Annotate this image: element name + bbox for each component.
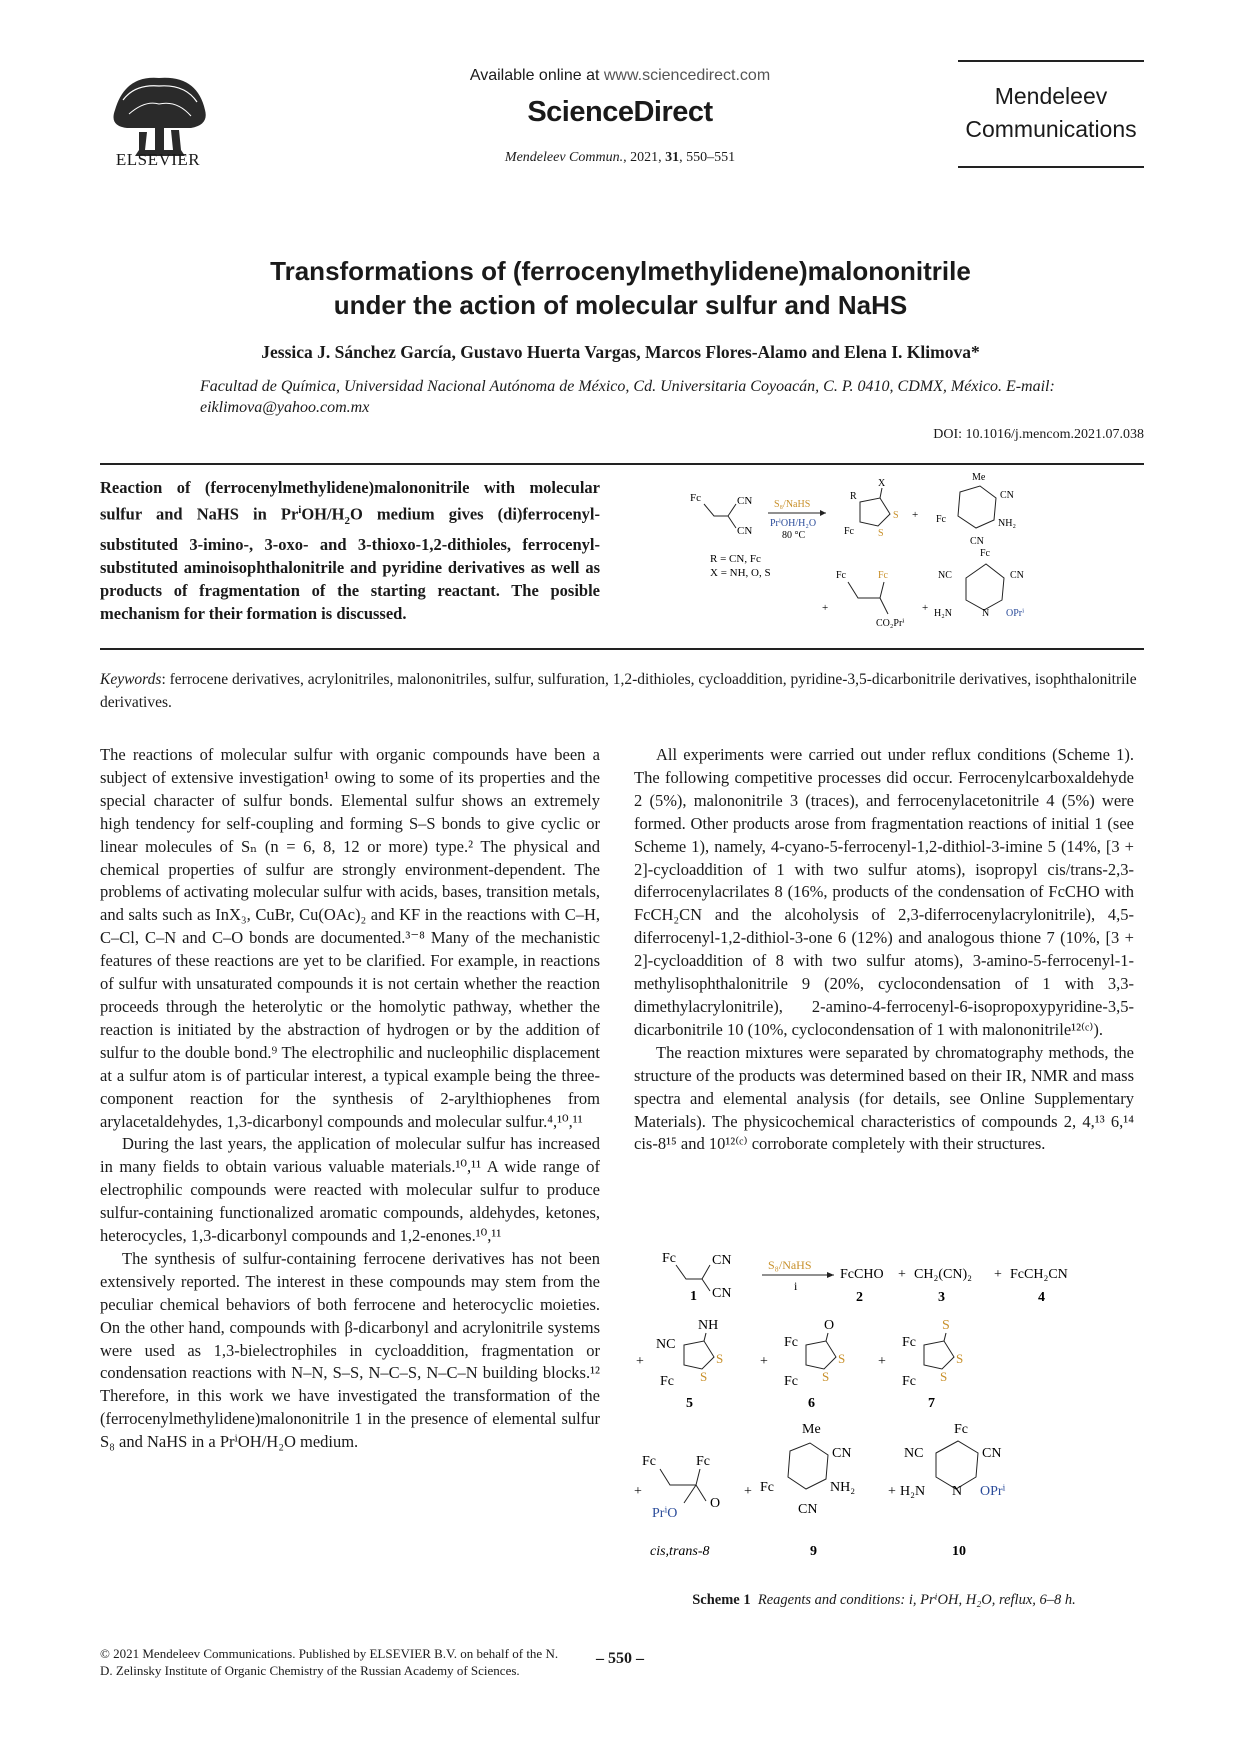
ga-cn-bottom: CN — [737, 525, 753, 537]
citation-year: , 2021, — [623, 150, 666, 165]
ga-legend1: R = CN, Fc — [710, 553, 761, 565]
journal-name — [958, 80, 1144, 146]
ga-cn-iso2: CN — [970, 536, 984, 547]
citation-line — [420, 150, 820, 166]
availability-line — [420, 67, 820, 85]
copyright-notice: © 2021 Mendeleev Communications. Published by ELSEVIER B.V. on behalf of the N. D. Zelinsky Institute of Organic Chemistry of the Russian Academy of Sciences. — [100, 1646, 559, 1678]
sc-fc-6a: Fc — [784, 1335, 798, 1350]
ga-fc-start: Fc — [690, 492, 701, 504]
sc-label-7: 7 — [928, 1396, 935, 1411]
abstract-sub: 2 — [344, 514, 350, 527]
sc-plus-a: + — [898, 1267, 906, 1282]
keywords — [100, 668, 1144, 714]
ga-s1: S — [893, 510, 899, 521]
ga-co2pri: CO₂Prⁱ — [876, 618, 905, 629]
sc-s-5b: S — [700, 1369, 708, 1384]
sc-cn-9a: CN — [832, 1446, 852, 1461]
sc-opri-10: OPrⁱ — [980, 1484, 1006, 1499]
abstract-sup: i — [298, 504, 302, 516]
scheme-caption-text: Reagents and conditions: i, PrⁱOH, H₂O, reflux, 6–8 h. — [757, 1592, 1076, 1608]
abstract-rule-bottom — [100, 648, 1144, 650]
body-paragraph: The synthesis of sulfur-containing ferrocene derivatives has not been extensively reported. The interest in these compounds may stem from the peculiar chemical behaviors of both ferrocene and heterocyclic moieties. On the other hand, compounds with β-dicarbonyl and acrylonitrile systems were used as 1,3-bielectrophiles in cycloaddition, fragmentation or condensation reactions with N–N, S–S, N–C–S, N–C–N building blocks.¹² Therefore, in this work we have investigated the transformation of the (ferrocenylmethylidene)malononitrile 1 in the presence of elemental sulfur S₈ and NaHS in a PrⁱOH/H₂O medium. — [100, 1248, 600, 1452]
ga-x-label: X — [878, 478, 886, 489]
ga-nc-pyr: NC — [938, 570, 952, 581]
sc-plus-b: + — [994, 1267, 1002, 1282]
sc-nh-5: NH — [698, 1318, 719, 1333]
sc-me-9: Me — [802, 1422, 821, 1437]
sc-cn-9b: CN — [798, 1502, 818, 1517]
graphical-abstract — [680, 466, 1100, 648]
sc-p3: CH₂(CN)₂ — [914, 1267, 972, 1282]
ga-fc-iso: Fc — [936, 514, 946, 525]
sc-plus-c: + — [636, 1354, 644, 1369]
sc-cn-1a: CN — [712, 1253, 732, 1268]
sc-fc-1: Fc — [662, 1251, 676, 1266]
abstract-part2: OH/H — [301, 504, 345, 524]
ga-s2: S — [878, 528, 884, 539]
availability-prefix: Available online at — [469, 67, 604, 84]
sc-fc-7b: Fc — [902, 1374, 916, 1389]
sc-cn-1b: CN — [712, 1286, 732, 1301]
title-line1: Transformations of (ferrocenylmethylidene)malononitrile — [270, 256, 971, 286]
body-paragraph: All experiments were carried out under reflux conditions (Scheme 1). The following competitive processes did occur. Ferrocenylcarboxaldehyde 2 (5%), malononitrile 3 (traces), and ferrocenylacetonitrile 4 (5%) were formed. Other products arose from fragmentation reactions of initial 1 (see Scheme 1), namely, 4-cyano-5-ferrocenyl-1,2-dithiol-3-imine 5 (14%, [3 + 2]-cycloaddition of 1 with two sulfur atoms), isopropyl cis/trans-2,3-diferrocenylacrilates 8 (16%, products of the condensation of FcCHO with FcCH₂CN and the alcoholysis of 2,3-diferrocenylacrylonitrile), 4,5-diferrocenyl-1,2-dithiol-3-one 6 (12%) and analogous thione 7 (10%, [3 + 2]-cycloaddition of 8 with two sulfur atoms), 3-amino-5-ferrocenyl-1-methylisophthalonitrile 9 (20%, cyclocondensation of 1 with 3,3-dimethylacrylonitrile), 2-amino-4-ferrocenyl-6-isopropoxypyridine-3,5-dicarbonitrile 10 (10%, cyclocondensation of 1 with malononitrile¹²⁽ᶜ⁾). — [634, 745, 1134, 1039]
ga-h2n: H₂N — [934, 608, 952, 619]
ga-n: N — [982, 608, 990, 619]
ga-opri: OPrⁱ — [1006, 608, 1025, 619]
body-paragraph: The reaction mixtures were separated by chromatography methods, the structure of the products was determined based on their IR, NMR and mass spectra and elemental analysis (for details, see Online Supplementary Materials). The physicochemical characteristics of compounds 2, 4,¹³ 6,¹⁴ cis-8¹⁵ and 10¹²⁽ᶜ⁾ corroborate completely with their structures. — [634, 1042, 1134, 1154]
ga-reagent-bottom1: PrⁱOH/H₂O — [770, 518, 817, 529]
body-paragraph: During the last years, the application of molecular sulfur has increased in many fields to obtain various valuable materials.¹⁰,¹¹ A wide range of electrophilic compounds were reacted with molecular sulfur to produce sulfur-containing functionalized aromatic compounds, aldehydes, ketones, heterocycles, 1,3-dicarbonyl compounds and 1,2-enones.¹⁰,¹¹ — [100, 1134, 600, 1246]
sc-cn-10: CN — [982, 1446, 1002, 1461]
sc-fc-9: Fc — [760, 1480, 774, 1495]
body-right-column — [634, 744, 1134, 1156]
sc-nh2-9: NH₂ — [830, 1480, 856, 1495]
sc-label-9: 9 — [810, 1544, 817, 1559]
sc-fc-10: Fc — [954, 1422, 968, 1437]
sc-s-7a: S — [956, 1351, 964, 1366]
sc-h2n-10: H₂N — [900, 1484, 926, 1499]
abstract-text — [100, 476, 600, 625]
sciencedirect-url[interactable]: www.sciencedirect.com — [603, 67, 771, 84]
citation-journal: Mendeleev Commun. — [504, 150, 624, 165]
sc-label-8: cis,trans-8 — [650, 1544, 710, 1559]
journal-name-line2: Communications — [965, 116, 1137, 142]
sc-o-6: O — [824, 1318, 835, 1333]
sc-fc-7a: Fc — [902, 1335, 916, 1350]
citation-pages: , 550–551 — [679, 150, 736, 165]
sc-s-7top: S — [942, 1318, 950, 1333]
page-number: – 550 – — [596, 1650, 644, 1667]
journal-rule-bottom — [958, 166, 1144, 168]
sc-label-10: 10 — [952, 1544, 966, 1559]
keywords-text: : ferrocene derivatives, acrylonitriles, malononitriles, sulfur, sulfuration, 1,2-dithioles, cycloaddition, pyridine-3,5-dicarbonitrile derivatives, isophthalonitrile derivatives. — [100, 671, 1137, 711]
ga-cn-top: CN — [737, 495, 753, 507]
scheme-1 — [634, 1245, 1134, 1585]
sc-p4: FcCH₂CN — [1010, 1267, 1068, 1282]
ga-fc-acr2: Fc — [878, 570, 888, 581]
sc-plus-h: + — [888, 1484, 896, 1499]
sc-label-1: 1 — [690, 1289, 697, 1304]
body-paragraph: The reactions of molecular sulfur with organic compounds have been a subject of extensive investigation¹ owing to some of its properties and the special character of sulfur bonds. Elemental sulfur shows an extremely high tendency for self-coupling and forming S–S bonds to give cyclic or linear molecules of Sₙ (n = 6, 8, 12 or more) type.² The physical and chemical properties of sulfur are strongly environment-dependent. The problems of activating molecular sulfur with acids, bases, transition metals, and salts such as InX₃, CuBr, Cu(OAc)₂ and KF in the reactions with C–H, C–Cl, C–N and C–O bonds are documented.³⁻⁸ Many of the mechanistic features of these reactions are yet to be clarified. For example, in reactions of sulfur with unsaturated compounds it is not certain whether the reaction proceeds through the heterolytic or the homolytic pathway, whether the reaction is initiated by the abstraction of hydrogen or by the addition of sulfur to the double bond.⁹ The electrophilic and nucleophilic displacement at a sulfur atom is of particular interest, a typical example being the three-component reaction for the synthesis of 2-arylthiophenes from arylacetaldehydes, 1,3-dicarbonyl compounds and molecular sulfur.⁴,¹⁰,¹¹ — [100, 745, 600, 1131]
ga-legend2: X = NH, O, S — [710, 567, 771, 579]
sc-label-5: 5 — [686, 1396, 693, 1411]
sc-s-7b: S — [940, 1369, 948, 1384]
sc-o-8: O — [710, 1496, 721, 1511]
body-left-column — [100, 744, 600, 1454]
sc-reagent: S₈/NaHS — [768, 1258, 812, 1272]
ga-fc-dithiole: Fc — [844, 526, 854, 537]
sc-n-10: N — [952, 1484, 963, 1499]
ga-cn-iso: CN — [1000, 490, 1014, 501]
sc-nc-5: NC — [656, 1337, 676, 1352]
journal-name-line1: Mendeleev — [994, 83, 1108, 109]
sc-fc-6b: Fc — [784, 1374, 798, 1389]
sc-label-4: 4 — [1038, 1290, 1045, 1305]
ga-plus1: + — [912, 509, 919, 521]
sc-fc-8a: Fc — [642, 1454, 656, 1469]
sc-s-6b: S — [822, 1369, 830, 1384]
ga-me: Me — [972, 472, 986, 483]
ga-plus3: + — [922, 602, 929, 614]
scheme-caption-label: Scheme 1 — [692, 1592, 751, 1608]
abstract-part3: O medium gives (di)ferrocenyl-substituted 3-imino-, 3-oxo- and 3-thioxo-1,2-dithioles, ferrocenyl-substituted aminoisophthalonitrile and pyridine derivatives as well as products of fragmentation of the starting reactant. The posible mechanism for their formation is discussed. — [100, 504, 601, 623]
affiliation: Facultad de Química, Universidad Nacional Autónoma de México, Cd. Universitaria Coyoacán, C. P. 0410, CDMX, México. E-mail: eiklimova@yahoo.com.mx — [200, 378, 1055, 416]
article-title — [150, 254, 1091, 322]
doi-link[interactable]: DOI: 10.1016/j.mencom.2021.07.038 — [933, 427, 1144, 442]
abstract-rule-top — [100, 463, 1144, 465]
sc-step: i — [794, 1279, 798, 1293]
author-list: Jessica J. Sánchez García, Gustavo Huerta Vargas, Marcos Flores-Alamo and Elena I. Klimova* — [261, 342, 980, 362]
sc-plus-d: + — [760, 1354, 768, 1369]
citation-volume: 31 — [665, 150, 680, 165]
ga-cn-pyr: CN — [1010, 570, 1024, 581]
sc-fc-8b: Fc — [696, 1454, 710, 1469]
sc-fc-5: Fc — [660, 1374, 674, 1389]
sc-nc-10: NC — [904, 1446, 924, 1461]
ga-reagent-bottom2: 80 °C — [782, 530, 806, 541]
sc-s-5a: S — [716, 1351, 724, 1366]
scheme-caption — [634, 1592, 1134, 1609]
sc-plus-f: + — [634, 1484, 642, 1499]
ga-reagent-top: S₈/NaHS — [774, 499, 811, 510]
sc-plus-e: + — [878, 1354, 886, 1369]
ga-nh2: NH₂ — [998, 518, 1016, 529]
ga-plus2: + — [822, 602, 829, 614]
sc-label-2: 2 — [856, 1290, 863, 1305]
sc-s-6a: S — [838, 1351, 846, 1366]
ga-r-label: R — [850, 491, 857, 502]
sc-p2: FcCHO — [840, 1267, 884, 1282]
ga-fc-pyr: Fc — [980, 548, 990, 559]
abstract-part1: Reaction of (ferrocenylmethylidene)malononitrile with molecular sulfur and NaHS in Pr — [100, 478, 600, 524]
sc-pro-8: PrⁱO — [652, 1506, 678, 1521]
ga-fc-acr1: Fc — [836, 570, 846, 581]
sc-plus-g: + — [744, 1484, 752, 1499]
keywords-label: Keywords — [100, 671, 162, 688]
sc-label-6: 6 — [808, 1396, 815, 1411]
sc-label-3: 3 — [938, 1290, 945, 1305]
title-line2: under the action of molecular sulfur and NaHS — [333, 290, 908, 320]
sciencedirect-brand: ScienceDirect — [527, 96, 713, 128]
journal-rule-top — [958, 60, 1144, 62]
publisher-name: ELSEVIER — [115, 150, 201, 169]
